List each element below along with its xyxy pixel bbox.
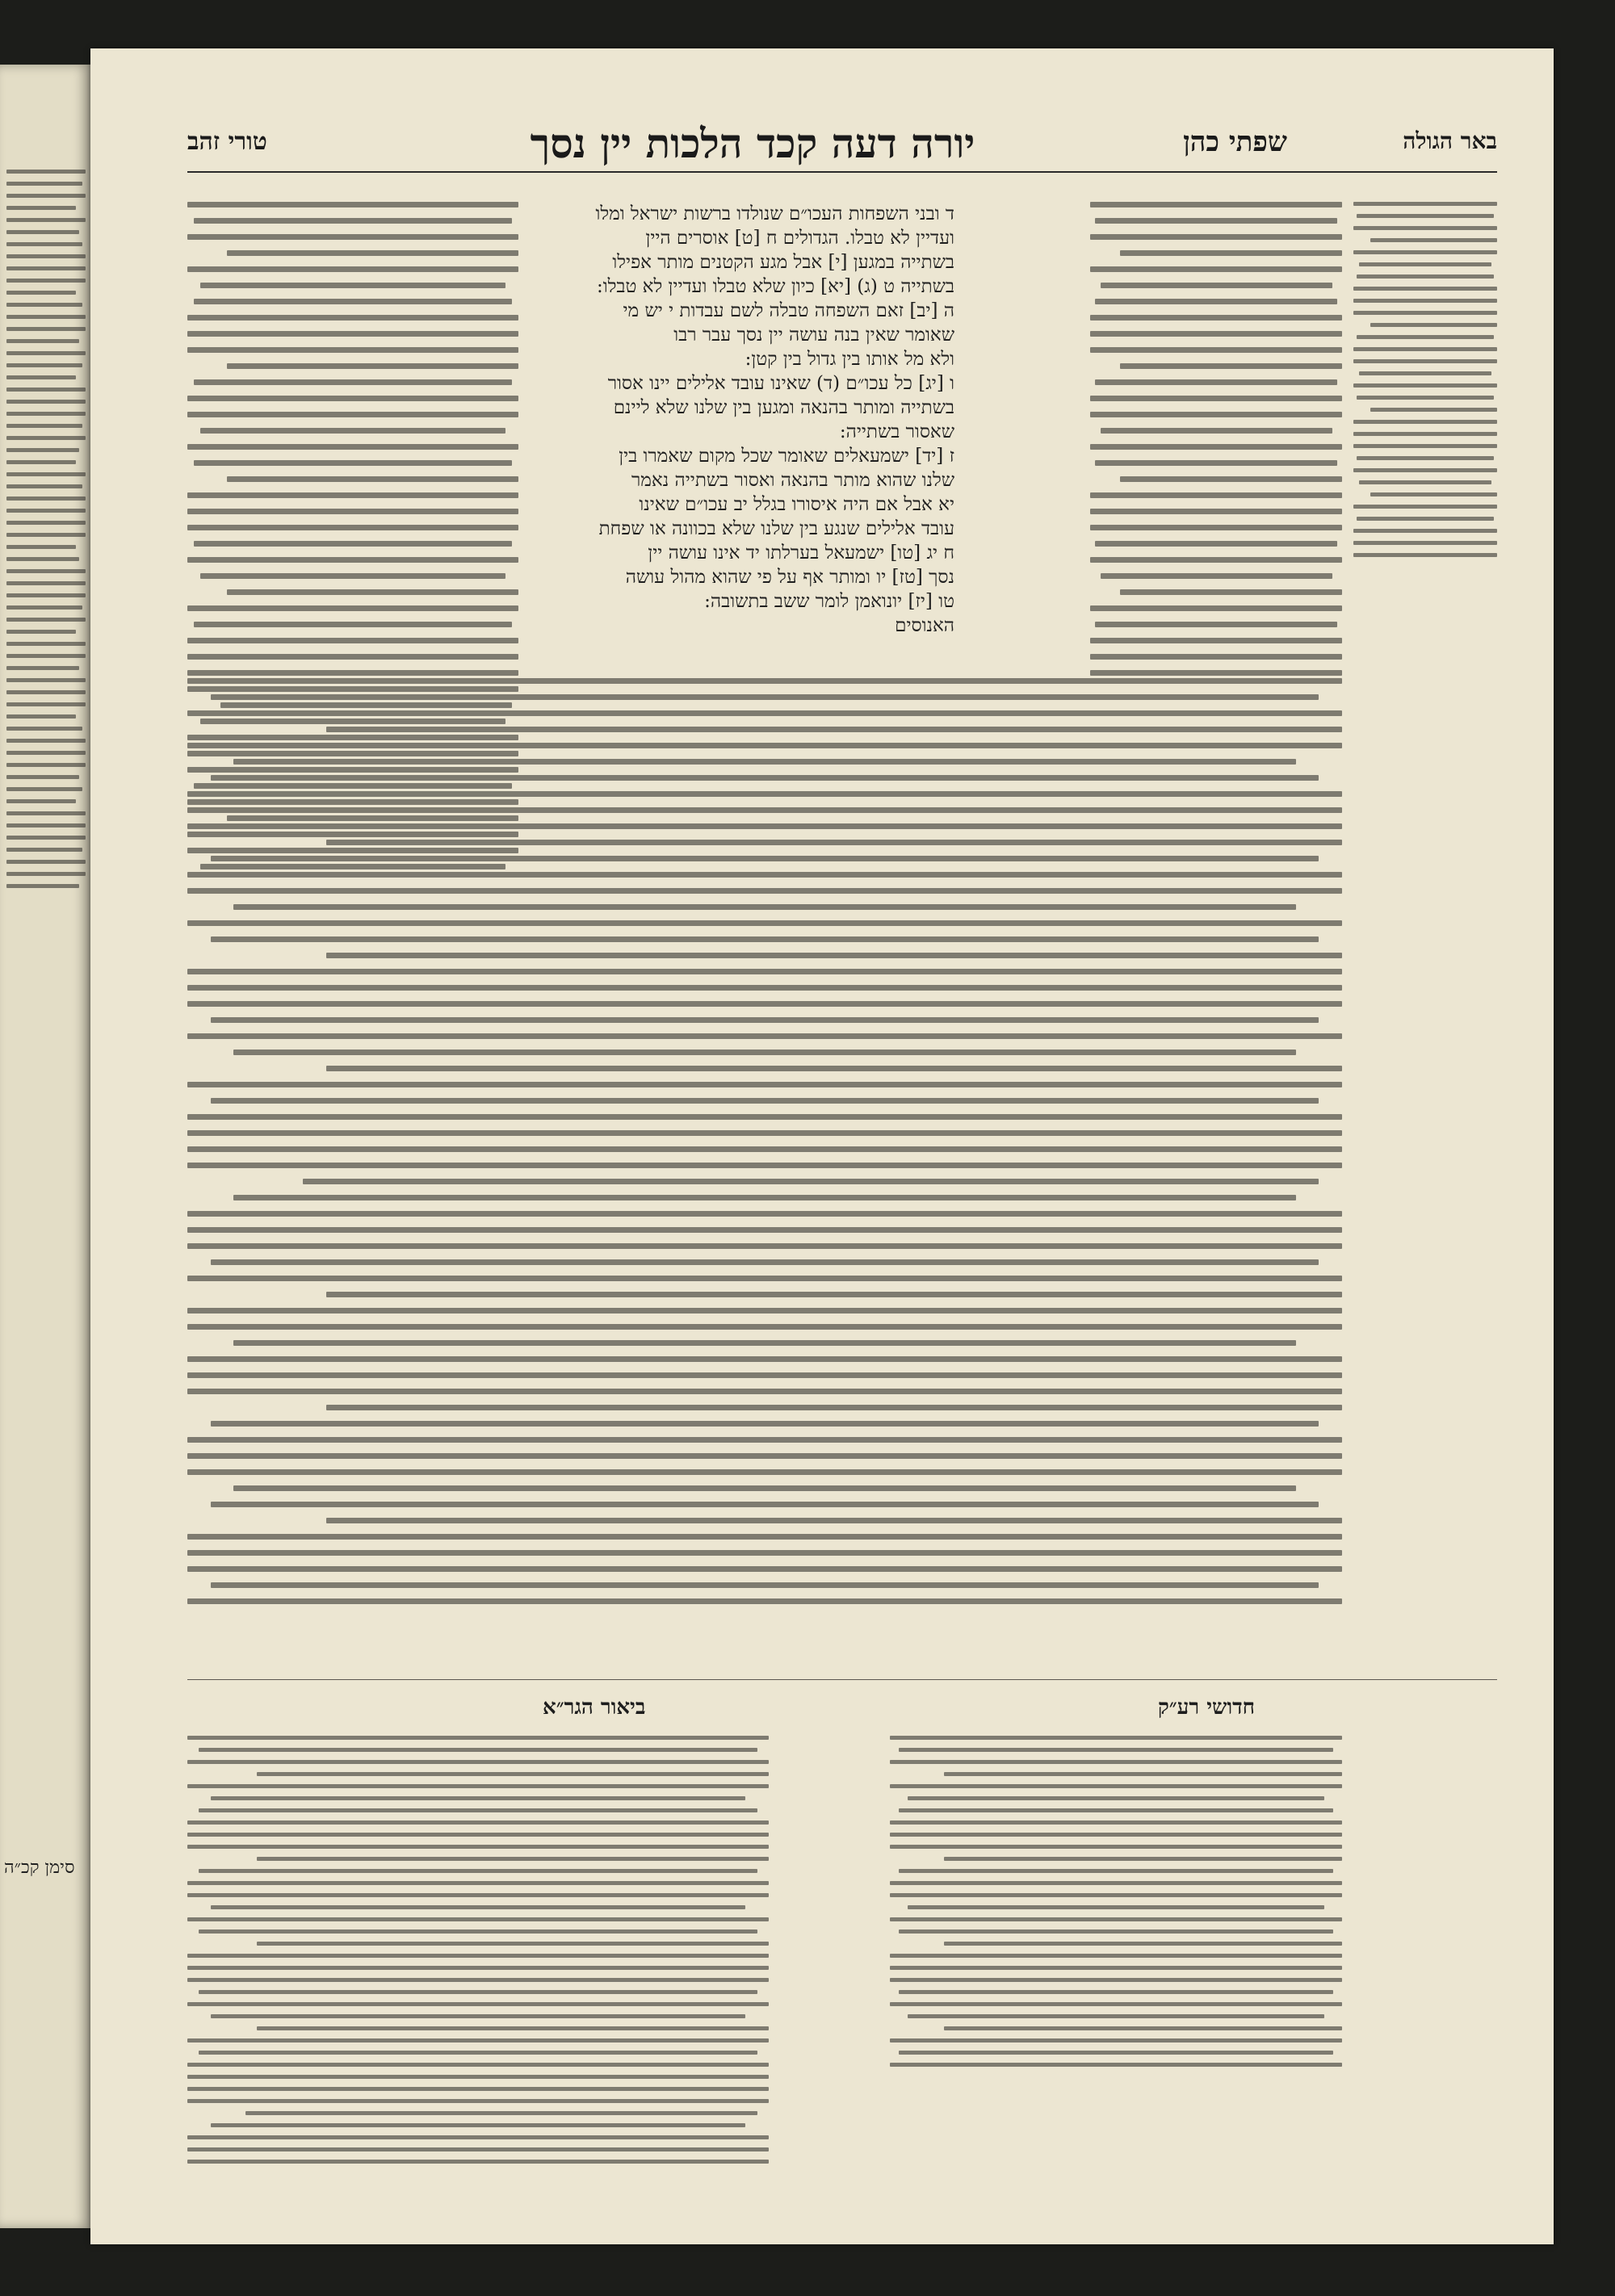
main-text-line: ח יג [טו] ישמעאל בערלתו יד אינו עושה יין (648, 543, 954, 564)
main-text-line: יא אבל אם היה איסורו בגלל יב עכו״ם שאינו (639, 494, 954, 515)
main-text-line: נסך [טז] יו ומותר אף על פי שהוא מהול עושה (625, 567, 954, 588)
main-text-line: טו [יז] יונואמן לומר ששב בתשובה: (704, 591, 954, 612)
main-text-line: שלנו שהוא מותר בהנאה ואסור בשתייה נאמר (631, 470, 954, 491)
biur-hagra-column (187, 1736, 769, 2083)
main-text-line: בשתייה ט (ג) [יא] כיון שלא טבלו ועדיין לא טבלו: (597, 276, 954, 297)
main-text-line: ה [יב] זאם השפחה טבלה לשם עבדות י יש מי (623, 300, 954, 321)
header-rule (187, 171, 1497, 173)
facing-page-text (6, 170, 86, 2196)
main-text-line: עובד אלילים שנגע בין שלנו שלא בכוונה או שפחת (598, 518, 954, 539)
main-text-line: שאסור בשתייה: (839, 421, 954, 442)
book-page (90, 48, 1554, 2244)
main-text-line: ולא מל אותו בין גדול בין קטן: (745, 349, 954, 370)
header-turei-zahav: טורי זהב (187, 128, 267, 156)
catchword: סימן קכ״ה (4, 1858, 75, 1878)
header-siftei-kohen: שפתי כהן (1183, 126, 1287, 158)
running-header (187, 119, 1497, 168)
main-shulchan-aruch-text (567, 202, 954, 654)
main-text-line: בשתייה ומותר בהנאה ומגען בין שלנו שלא ליינם (613, 397, 954, 418)
header-be-er-hagolah: באר הגולה (1403, 128, 1497, 154)
main-text-line: בשתייה במגען [י] אבל מגע הקטנים מותר אפילו (612, 252, 954, 273)
main-text-line: ועדיין לא טבלו. הגדולים ח [ט] אוסרים היין (645, 228, 954, 249)
biur-hagra-heading: ביאור הגר״א (543, 1695, 646, 1720)
be-er-hagolah-column (1353, 202, 1497, 638)
main-text-line: ו [יג] כל עכו״ם (ד) שאינו עובד אלילים יינו אסור (607, 373, 954, 394)
main-text-line: ד ובני השפחות העכו״ם שנולדו ברשות ישראל ומלו (595, 203, 954, 224)
chiddushei-rae-column (890, 1736, 1342, 2083)
lower-commentary-block (187, 678, 1342, 1647)
main-text-line: האנוסים (895, 615, 954, 636)
commentary-divider (187, 1679, 1497, 1680)
facing-page-edge (0, 65, 90, 2228)
chiddushei-rae-heading: חדושי רע״ק (1157, 1695, 1255, 1720)
main-text-line: שאומר שאין בנה עושה יין נסך עבר רבו (673, 325, 954, 346)
main-text-line: ז [יד] ישמעאלים שאומר שכל מקום שאמרו בין (619, 446, 954, 467)
page-title: יורה דעה קכד הלכות יין נסך (530, 119, 975, 167)
